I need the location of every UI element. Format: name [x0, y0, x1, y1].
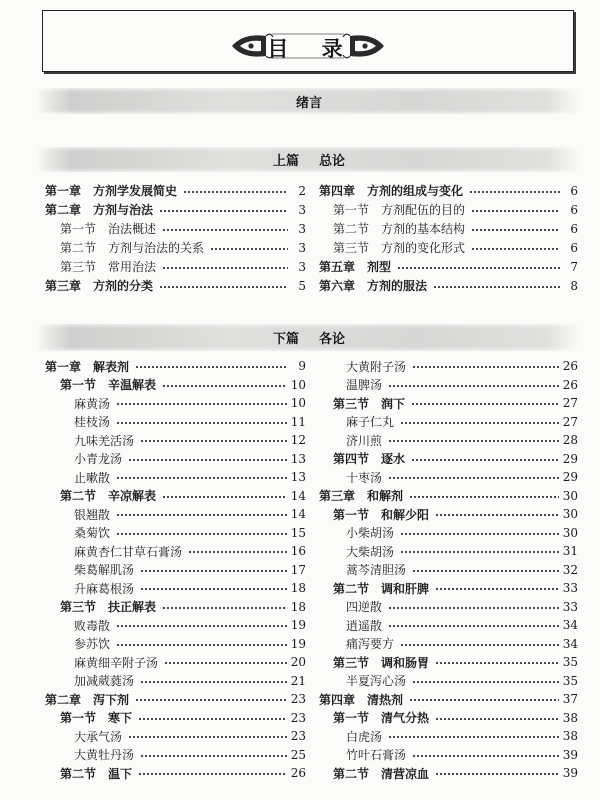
- formula-name: 竹叶石膏汤: [346, 748, 407, 763]
- dot-leader: [116, 624, 287, 628]
- dot-leader: [116, 643, 287, 647]
- section-number: 第二节: [333, 766, 370, 781]
- chapter-number: 第三章: [45, 279, 82, 293]
- section-title: 逐水: [381, 452, 406, 467]
- dot-leader: [412, 754, 559, 758]
- left-column: [45, 181, 306, 295]
- dot-leader: [116, 421, 287, 425]
- dot-leader: [400, 643, 559, 647]
- part-label: 下篇: [272, 332, 299, 347]
- dot-leader: [188, 550, 287, 554]
- chapter-entry: [319, 690, 578, 709]
- dot-leader: [116, 532, 287, 536]
- chapter-number: 第二章: [45, 692, 82, 707]
- section-number: 第一节: [60, 711, 97, 726]
- chapter-title: 解表剂: [93, 359, 130, 374]
- formula-name: 温脾汤: [346, 378, 383, 393]
- section-entry: [319, 653, 578, 672]
- section-entry: [45, 257, 306, 276]
- page-number: 12: [290, 433, 306, 448]
- page-number: 30: [562, 488, 578, 503]
- page-number: 26: [290, 766, 306, 781]
- section-number: 第一节: [333, 203, 370, 217]
- formula-entry: [45, 653, 306, 672]
- dot-leader: [140, 587, 287, 591]
- page-number: 27: [562, 414, 578, 429]
- chapter-entry: [319, 487, 578, 506]
- dot-leader: [400, 421, 559, 425]
- dot-leader: [411, 402, 559, 406]
- formula-entry: [45, 616, 306, 635]
- chapter-number: 第一章: [45, 184, 82, 198]
- formula-entry: [45, 672, 306, 691]
- formula-entry: [319, 727, 578, 746]
- page-number: 27: [562, 396, 578, 411]
- dot-leader: [162, 266, 288, 270]
- dot-leader: [210, 247, 288, 251]
- section-title: 寒下: [108, 711, 133, 726]
- page-number: 5: [298, 278, 306, 293]
- section-entry: [319, 764, 578, 783]
- page-number: 13: [290, 470, 306, 485]
- section-number: 第三节: [60, 600, 97, 615]
- dot-leader: [159, 285, 288, 289]
- dot-leader: [388, 735, 559, 739]
- section-entry: [45, 376, 306, 395]
- page-number: 30: [562, 525, 578, 540]
- page-number: 38: [562, 729, 578, 744]
- page-number: 14: [290, 488, 306, 503]
- dot-leader: [116, 513, 287, 517]
- chapter-entry: [45, 181, 306, 200]
- toc-header-box: [42, 10, 574, 72]
- section-number: 第一节: [333, 507, 370, 522]
- formula-name: 逍遥散: [346, 618, 383, 633]
- page-number: 3: [298, 259, 306, 274]
- dot-leader: [140, 439, 287, 443]
- part-title: 总论: [319, 154, 346, 169]
- dot-leader: [388, 439, 559, 443]
- chapter-number: 第六章: [319, 279, 356, 293]
- section-title: 治法概述: [108, 222, 157, 236]
- chapter-entry: [319, 181, 578, 200]
- page-number: 8: [570, 278, 578, 293]
- formula-entry: [45, 450, 306, 469]
- formula-entry: [45, 431, 306, 450]
- dot-leader: [435, 661, 559, 665]
- page-number: 34: [562, 636, 578, 651]
- chapter-title: 方剂学发展简史: [93, 184, 178, 198]
- page-number: 15: [290, 525, 306, 540]
- page-number: 33: [562, 581, 578, 596]
- formula-entry: [45, 561, 306, 580]
- page-number: 18: [290, 581, 306, 596]
- dot-leader: [135, 698, 287, 702]
- page-number: 23: [290, 710, 306, 725]
- section-number: 第四节: [333, 452, 370, 467]
- formula-entry: [45, 635, 306, 654]
- chapter-number: 第三章: [319, 489, 356, 504]
- part-label: 上篇: [272, 154, 299, 169]
- page-number: 21: [290, 673, 306, 688]
- dot-leader: [138, 772, 287, 776]
- section-title: 清气分热: [381, 711, 430, 726]
- section-number: 第三节: [333, 241, 370, 255]
- dot-leader: [116, 476, 287, 480]
- formula-entry: [319, 616, 578, 635]
- section-number: 第二节: [333, 222, 370, 236]
- page-number: 7: [570, 259, 578, 274]
- chapter-title: 和解剂: [367, 489, 404, 504]
- section-number: 第二节: [60, 489, 97, 504]
- formula-name: 白虎汤: [346, 729, 383, 744]
- formula-entry: [45, 579, 306, 598]
- formula-name: 痛泻要方: [346, 637, 395, 652]
- chapter-number: 第四章: [319, 184, 356, 198]
- page-number: 29: [562, 470, 578, 485]
- section-title: 方剂配伍的目的: [381, 203, 466, 217]
- formula-name: 麻子仁丸: [346, 415, 395, 430]
- page-number: 32: [562, 562, 578, 577]
- section-entry: [45, 238, 306, 257]
- formula-entry: [319, 468, 578, 487]
- chapter-title: 方剂的服法: [367, 279, 428, 293]
- section-entry: [319, 709, 578, 728]
- formula-entry: [45, 413, 306, 432]
- formula-name: 小柴胡汤: [346, 526, 395, 541]
- page-number: 3: [298, 221, 306, 236]
- right-column: [319, 181, 578, 295]
- dot-leader: [116, 402, 287, 406]
- dot-leader: [469, 190, 560, 194]
- dot-leader: [388, 606, 559, 610]
- dot-leader: [412, 680, 559, 684]
- page-number: 34: [562, 618, 578, 633]
- page-number: 11: [290, 414, 306, 429]
- section-entry: [45, 598, 306, 617]
- formula-entry: [319, 598, 578, 617]
- dot-leader: [400, 550, 559, 554]
- page-number: 10: [290, 396, 306, 411]
- formula-name: 柴葛解肌汤: [74, 563, 135, 578]
- formula-name: 桂枝汤: [74, 415, 111, 430]
- formula-entry: [45, 505, 306, 524]
- dot-leader: [135, 365, 288, 369]
- section-entry: [45, 709, 306, 728]
- section-number: 第一节: [60, 222, 97, 236]
- formula-name: 麻黄汤: [74, 396, 111, 411]
- page-number: 6: [570, 221, 578, 236]
- formula-name: 大黄牡丹汤: [74, 748, 135, 763]
- dot-leader: [471, 247, 560, 251]
- preface-heading: [38, 88, 580, 114]
- page-number: 17: [290, 562, 306, 577]
- section-title: 调和肠胃: [381, 655, 430, 670]
- formula-name: 止嗽散: [74, 470, 111, 485]
- dot-leader: [435, 513, 559, 517]
- section-entry: [319, 238, 578, 257]
- formula-entry: [319, 561, 578, 580]
- chapter-title: 清热剂: [367, 692, 404, 707]
- section-entry: [319, 579, 578, 598]
- chapter-entry: [319, 257, 578, 276]
- dot-leader: [388, 384, 559, 388]
- formula-name: 半夏泻心汤: [346, 674, 407, 689]
- formula-name: 蒿芩清胆汤: [346, 563, 407, 578]
- section-entry: [319, 219, 578, 238]
- section-title: 辛凉解表: [108, 489, 157, 504]
- right-column: [319, 357, 578, 783]
- dot-leader: [409, 698, 559, 702]
- section-number: 第三节: [333, 655, 370, 670]
- part-heading: [38, 324, 580, 351]
- page-number: 38: [562, 710, 578, 725]
- formula-name: 加减葳蕤汤: [74, 674, 135, 689]
- chapter-entry: [319, 276, 578, 295]
- page-number: 16: [290, 544, 306, 559]
- chapter-entry: [45, 690, 306, 709]
- dot-leader: [162, 495, 287, 499]
- formula-entry: [45, 524, 306, 543]
- dot-leader: [412, 365, 559, 369]
- formula-name: 四逆散: [346, 600, 383, 615]
- formula-name: 大承气汤: [74, 729, 123, 744]
- page-number: 2: [298, 183, 306, 198]
- chapter-title: 方剂的组成与变化: [367, 184, 464, 198]
- formula-name: 麻黄细辛附子汤: [74, 655, 159, 670]
- dot-leader: [397, 266, 560, 270]
- dot-leader: [164, 661, 287, 665]
- dot-leader: [183, 190, 288, 194]
- page-number: 26: [562, 377, 578, 392]
- formula-entry: [319, 413, 578, 432]
- page-number: 10: [290, 377, 306, 392]
- page-number: 20: [290, 655, 306, 670]
- dot-leader: [433, 285, 560, 289]
- page-number: 18: [290, 599, 306, 614]
- formula-name: 银翘散: [74, 507, 111, 522]
- chapter-title: 方剂与治法: [93, 203, 154, 217]
- page-number: 35: [562, 655, 578, 670]
- formula-entry: [45, 394, 306, 413]
- dot-leader: [388, 624, 559, 628]
- formula-name: 大柴胡汤: [346, 544, 395, 559]
- dot-leader: [400, 532, 559, 536]
- section-title: 温下: [108, 766, 133, 781]
- dot-leader: [140, 569, 287, 573]
- section-title: 方剂的基本结构: [381, 222, 466, 236]
- page-number: 26: [562, 359, 578, 374]
- formula-entry: [319, 357, 578, 376]
- section-number: 第二节: [60, 766, 97, 781]
- part-title: 各论: [319, 332, 346, 347]
- section-title: 方剂与治法的关系: [108, 241, 205, 255]
- formula-entry: [319, 524, 578, 543]
- section-title: 方剂的变化形式: [381, 241, 466, 255]
- dot-leader: [435, 717, 559, 721]
- formula-entry: [319, 542, 578, 561]
- page-number: 39: [562, 747, 578, 762]
- dot-leader: [409, 495, 559, 499]
- dot-leader: [412, 569, 559, 573]
- section-number: 第一节: [60, 378, 97, 393]
- formula-entry: [319, 376, 578, 395]
- dot-leader: [388, 476, 559, 480]
- left-column: [45, 357, 306, 783]
- section-title: 扶正解表: [108, 600, 157, 615]
- formula-name: 大黄附子汤: [346, 359, 407, 374]
- dot-leader: [471, 209, 560, 213]
- dot-leader: [411, 458, 559, 462]
- section-entry: [45, 487, 306, 506]
- formula-name: 十枣汤: [346, 470, 383, 485]
- chapter-title: 剂型: [367, 260, 392, 274]
- section-title: 和解少阳: [381, 507, 430, 522]
- section-title: 辛温解表: [108, 378, 157, 393]
- page-number: 25: [290, 747, 306, 762]
- page-number: 28: [562, 433, 578, 448]
- chapter-number: 第二章: [45, 203, 82, 217]
- section-number: 第三节: [333, 396, 370, 411]
- page-number: 30: [562, 507, 578, 522]
- dot-leader: [435, 772, 559, 776]
- formula-name: 桑菊饮: [74, 526, 111, 541]
- preface-title: 绪言: [295, 95, 322, 111]
- section-title: 润下: [381, 396, 406, 411]
- section-title: 调和肝脾: [381, 581, 430, 596]
- page-number: 31: [562, 544, 578, 559]
- formula-entry: [319, 672, 578, 691]
- formula-name: 麻黄杏仁甘草石膏汤: [74, 544, 183, 559]
- section-entry: [319, 505, 578, 524]
- formula-entry: [319, 635, 578, 654]
- page-number: 35: [562, 673, 578, 688]
- page-number: 23: [290, 729, 306, 744]
- chapter-title: 方剂的分类: [93, 279, 154, 293]
- formula-entry: [45, 727, 306, 746]
- formula-name: 济川煎: [346, 433, 383, 448]
- chapter-entry: [45, 276, 306, 295]
- section-title: 常用治法: [108, 260, 157, 274]
- toc-title: 目 录: [267, 37, 349, 61]
- section-entry: [45, 764, 306, 783]
- formula-name: 败毒散: [74, 618, 111, 633]
- page-number: 37: [562, 692, 578, 707]
- page-number: 3: [298, 240, 306, 255]
- section-entry: [319, 200, 578, 219]
- formula-entry: [45, 746, 306, 765]
- section-entry: [319, 450, 578, 469]
- dot-leader: [162, 384, 287, 388]
- dot-leader: [128, 458, 287, 462]
- page-number: 6: [570, 240, 578, 255]
- section-title: 清营凉血: [381, 766, 430, 781]
- formula-name: 升麻葛根汤: [74, 581, 135, 596]
- dot-leader: [140, 754, 287, 758]
- dot-leader: [162, 228, 288, 232]
- section-number: 第三节: [60, 260, 97, 274]
- page-number: 9: [298, 359, 306, 374]
- dot-leader: [162, 606, 287, 610]
- chapter-number: 第一章: [45, 359, 82, 374]
- dot-leader: [138, 717, 287, 721]
- page-number: 6: [570, 183, 578, 198]
- chapter-number: 第四章: [319, 692, 356, 707]
- section-entry: [319, 394, 578, 413]
- page-number: 13: [290, 451, 306, 466]
- page-number: 19: [290, 636, 306, 651]
- page-number: 29: [562, 451, 578, 466]
- formula-entry: [319, 746, 578, 765]
- page-number: 33: [562, 599, 578, 614]
- dot-leader: [471, 228, 560, 232]
- dot-leader: [435, 587, 559, 591]
- dot-leader: [128, 735, 287, 739]
- section-entry: [45, 219, 306, 238]
- formula-entry: [45, 468, 306, 487]
- page-number: 3: [298, 202, 306, 217]
- chapter-entry: [45, 357, 306, 376]
- formula-name: 九味羌活汤: [74, 433, 135, 448]
- page-number: 14: [290, 507, 306, 522]
- section-number: 第二节: [333, 581, 370, 596]
- part-heading: [38, 147, 580, 172]
- section-number: 第二节: [60, 241, 97, 255]
- page-number: 23: [290, 692, 306, 707]
- section-number: 第一节: [333, 711, 370, 726]
- formula-name: 参苏饮: [74, 637, 111, 652]
- dot-leader: [140, 680, 287, 684]
- chapter-title: 泻下剂: [93, 692, 130, 707]
- dot-leader: [159, 209, 288, 213]
- formula-entry: [319, 431, 578, 450]
- chapter-number: 第五章: [319, 260, 356, 274]
- formula-entry: [45, 542, 306, 561]
- page-number: 39: [562, 766, 578, 781]
- formula-name: 小青龙汤: [74, 452, 123, 467]
- page-number: 6: [570, 202, 578, 217]
- chapter-entry: [45, 200, 306, 219]
- page-number: 19: [290, 618, 306, 633]
